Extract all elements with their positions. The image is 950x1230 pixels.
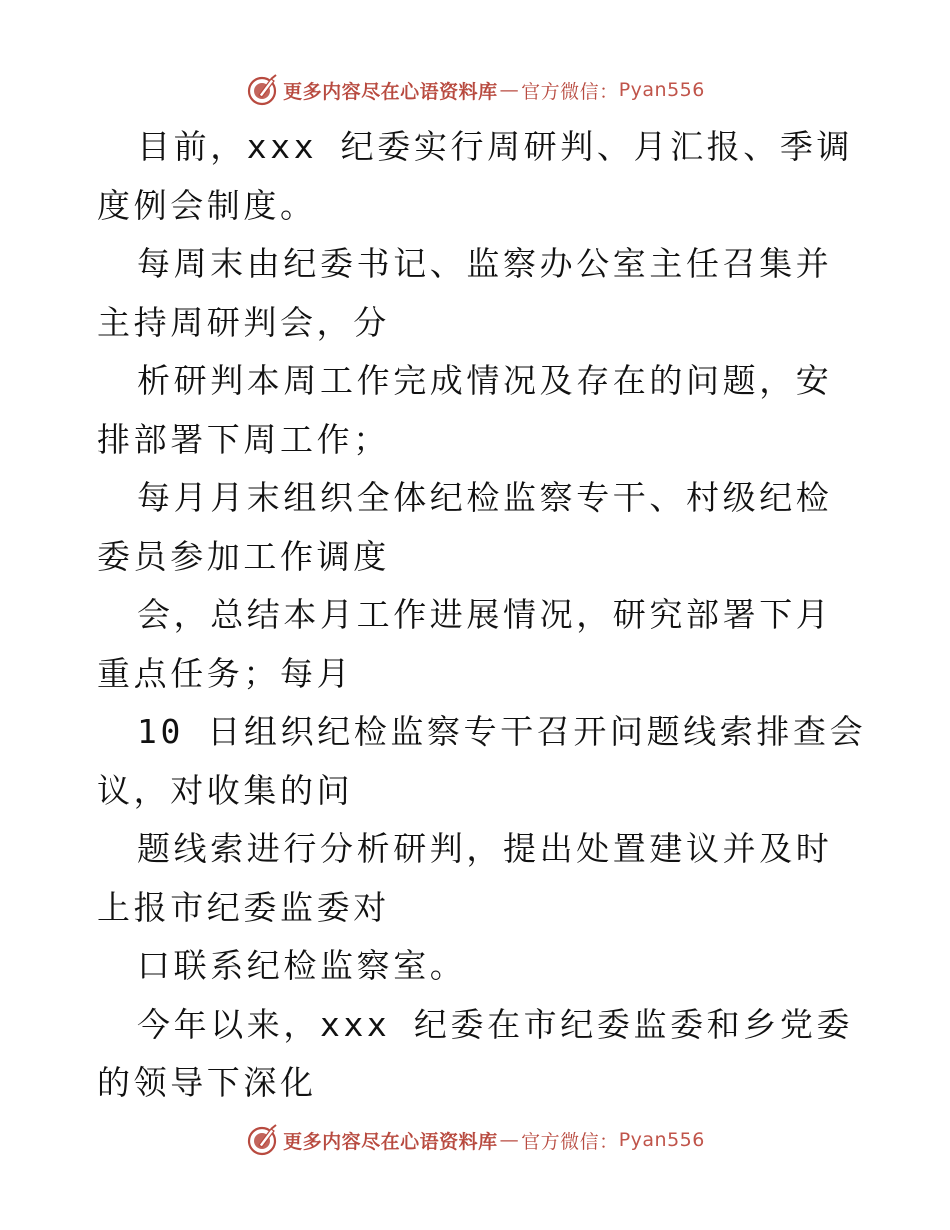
banner-contact-label: 官方微信： [521,1130,619,1153]
quill-pen-seal-icon [245,1123,279,1157]
paragraph: 会，总结本月工作进展情况，研究部署下月重点任务；每月 [97,595,833,693]
header-banner [0,70,950,110]
paragraph: 10 日组织纪检监察专干召开问题线索排查会议，对收集的问 [97,712,867,810]
quill-pen-seal-icon [245,73,279,107]
paragraph: 每周末由纪委书记、监察办公室主任召集并主持周研判会，分 [97,244,833,342]
banner-dash: — [499,1129,520,1151]
banner-dash: — [499,79,520,101]
paragraph: 目前，xxx 纪委实行周研判、月汇报、季调度例会制度。 [97,127,854,225]
footer-banner [0,1120,950,1160]
paragraph: 口联系纪检监察室。 [137,946,467,985]
banner-wechat-id: Pyan556 [618,1129,705,1151]
document-body [97,118,867,1113]
banner-brand-text: 更多内容尽在心语资料库 [283,1130,498,1153]
banner-contact-label: 官方微信： [521,80,619,103]
paragraph: 今年以来，xxx 纪委在市纪委监委和乡党委的领导下深化 [97,1004,854,1102]
banner-wechat-id: Pyan556 [618,79,705,101]
paragraph: 题线索进行分析研判，提出处置建议并及时上报市纪委监委对 [97,829,833,927]
banner-brand-text: 更多内容尽在心语资料库 [283,80,498,103]
paragraph: 析研判本周工作完成情况及存在的问题，安排部署下周工作； [97,361,833,459]
paragraph: 每月月末组织全体纪检监察专干、村级纪检委员参加工作调度 [97,478,833,576]
